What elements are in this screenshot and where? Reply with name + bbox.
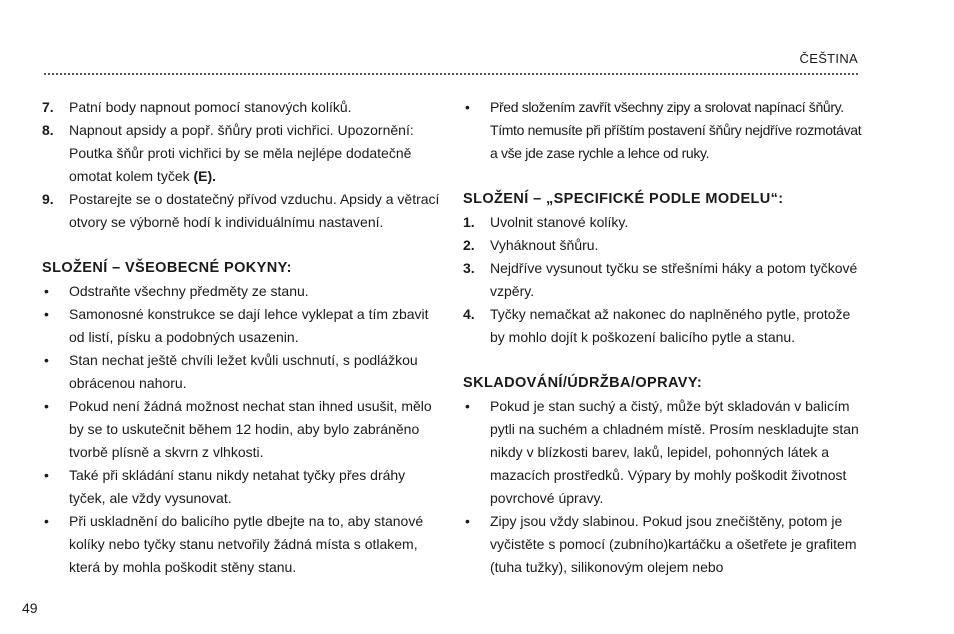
section-heading: SKLADOVÁNÍ/ÚDRŽBA/OPRAVY: <box>463 375 703 391</box>
item-number: 4. <box>463 306 475 322</box>
bullet-icon: • <box>44 513 49 529</box>
page-language-label: ČEŠTINA <box>799 51 858 66</box>
list-item <box>463 211 863 234</box>
bullet-icon: • <box>44 283 49 299</box>
bullet-icon: • <box>44 306 49 322</box>
list-item <box>463 257 863 303</box>
item-number: 1. <box>463 214 475 230</box>
list-item <box>463 234 863 257</box>
page-number: 49 <box>22 600 38 616</box>
item-text: Samonosné konstrukce se dají lehce vyklepat a tím zbavit od listí, písku a podobných usazenin. <box>69 306 429 345</box>
list-item <box>42 119 442 188</box>
item-text: Odstraňte všechny předměty ze stanu. <box>69 283 309 299</box>
item-text: Tyčky nemačkat až nakonec do naplněného pytle, protože by mohlo dojít k poškození balicího pytle a stanu. <box>490 306 851 345</box>
item-number: 9. <box>42 191 54 207</box>
list-item <box>463 303 863 349</box>
item-text: Pokud je stan suchý a čistý, může být skladován v balicím pytli na suchém a chladném místě. Prosím neskladujte stan nikdy v blízkosti barev, laků, lepidel, pohonných látek a mazacích prostředků. Výpary by mohly poškodit životnost povrchové úpravy. <box>490 398 859 506</box>
section-heading: SLOŽENÍ – „SPECIFICKÉ PODLE MODELU“: <box>463 191 784 207</box>
bullet-icon: • <box>44 398 49 414</box>
bullet-icon: • <box>465 398 470 414</box>
list-item <box>42 96 442 119</box>
left-column <box>42 96 442 579</box>
item-text: Pokud není žádná možnost nechat stan ihned usušit, mělo by se to uskutečnit během 12 hodin, aby bylo zabráněno tvorbě plísně a skvrn z vlhkosti. <box>69 398 432 460</box>
item-text: Uvolnit stanové kolíky. <box>490 214 629 230</box>
item-text: Stan nechat ještě chvíli ležet kvůli uschnutí, s podlážkou obrácenou nahoru. <box>69 352 418 391</box>
list-item <box>42 280 442 303</box>
list-item <box>463 96 863 165</box>
header-dotted-rule <box>44 73 858 75</box>
bullet-icon: • <box>44 352 49 368</box>
list-item <box>42 188 442 234</box>
bullet-icon: • <box>465 99 470 115</box>
item-text: Také při skládání stanu nikdy netahat tyčky přes dráhy tyček, ale vždy vysunovat. <box>69 467 406 506</box>
item-number: 8. <box>42 122 54 138</box>
bullet-icon: • <box>465 513 470 529</box>
list-item <box>42 510 442 579</box>
list-item <box>42 464 442 510</box>
list-item <box>42 349 442 395</box>
item-text: Postarejte se o dostatečný přívod vzduchu. Apsidy a větrací otvory se výborně hodí k individuálnímu nastavení. <box>69 191 440 230</box>
item-number: 3. <box>463 260 475 276</box>
item-text: Patní body napnout pomocí stanových kolíků. <box>69 99 352 115</box>
item-number: 7. <box>42 99 54 115</box>
item-text: Vyháknout šňůru. <box>490 237 599 253</box>
item-text: Napnout apsidy a popř. šňůry proti vichřici. Upozornění: Poutka šňůr proti vichřici by se měla nejlépe dodatečně omotat kolem tyček <box>69 122 414 184</box>
section-heading: SLOŽENÍ – VŠEOBECNÉ POKYNY: <box>42 260 292 276</box>
item-number: 2. <box>463 237 475 253</box>
item-text: Před složením zavřít všechny zipy a srolovat napínací šňůry. Tímto nemusíte při příštím postavení šňůry nejdříve rozmotávat a vše jde zase rychle a lehce od ruky. <box>490 99 862 161</box>
list-item <box>463 510 863 579</box>
right-column <box>463 96 863 579</box>
bullet-icon: • <box>44 467 49 483</box>
item-text-bold: (E). <box>193 168 217 184</box>
list-item <box>42 395 442 464</box>
item-text: Při uskladnění do balicího pytle dbejte na to, aby stanové kolíky nebo tyčky stanu netvořily žádná místa s otlakem, která by mohla poškodit stěny stanu. <box>69 513 424 575</box>
item-text: Zipy jsou vždy slabinou. Pokud jsou znečištěny, potom je vyčistěte s pomocí (zubního)kartáčku a ošetřete je grafitem (tuha tužky), silikonovým olejem nebo <box>490 513 857 575</box>
item-text: Nejdříve vysunout tyčku se střešními háky a potom tyčkové vzpěry. <box>490 260 858 299</box>
list-item <box>463 395 863 510</box>
list-item <box>42 303 442 349</box>
